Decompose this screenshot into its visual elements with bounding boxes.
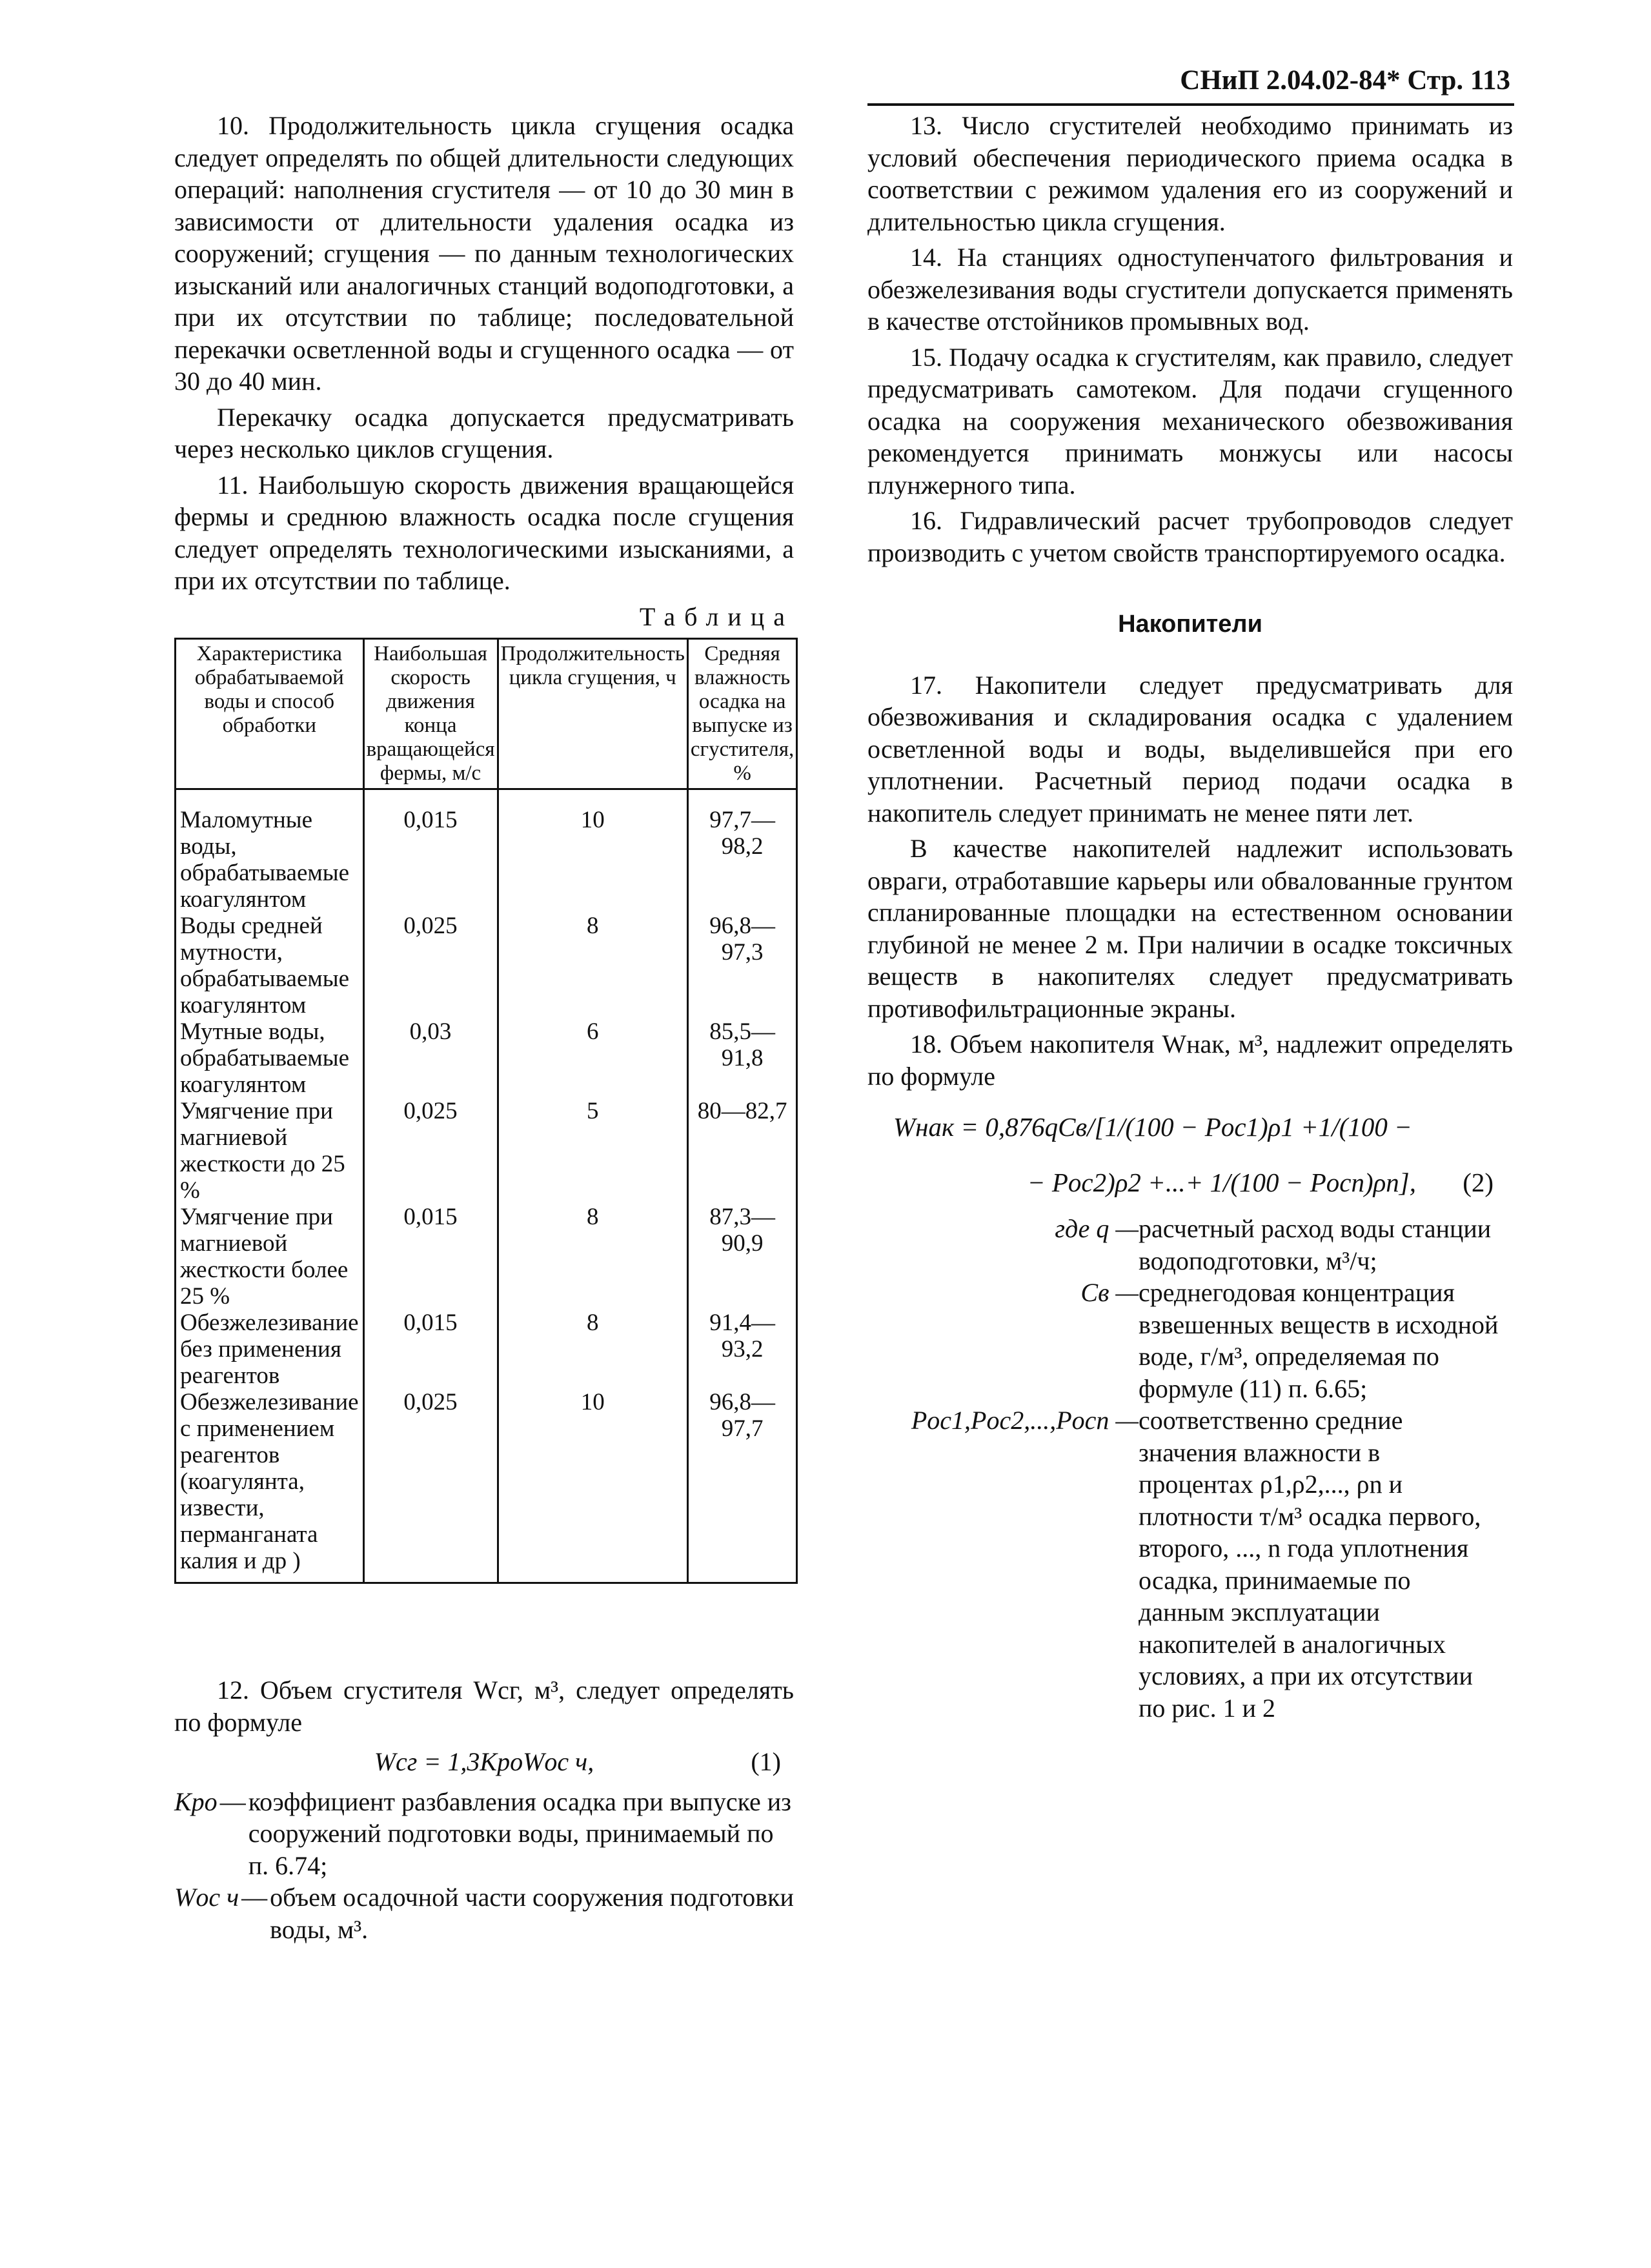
where-label: Pос1,Pос2,...,Pосn — <box>911 1406 1139 1435</box>
table-cell: 0,03 <box>363 1018 498 1098</box>
table-cell: 10 <box>498 1389 687 1583</box>
where-label: Cв — <box>1080 1278 1139 1307</box>
left-column <box>174 110 794 1945</box>
definition-symbol: Wос ч <box>174 1883 239 1912</box>
right-column <box>867 110 1513 1724</box>
table-cell: Воды средней мутности, обрабатываемые коагулянтом <box>176 913 364 1018</box>
formula-2-line-2 <box>867 1167 1513 1199</box>
sludge-table <box>174 638 798 1584</box>
table-cell: 6 <box>498 1018 687 1098</box>
formula-1-number: (1) <box>751 1747 781 1776</box>
table-cell: 91,4—93,2 <box>687 1310 796 1389</box>
table-cell: 0,025 <box>363 1389 498 1583</box>
table-cell: 8 <box>498 1310 687 1389</box>
table-cell: 0,015 <box>363 1204 498 1310</box>
definition-dash: — <box>219 1787 246 1816</box>
definition-dash: — <box>241 1883 268 1912</box>
table-cell: 96,8—97,7 <box>687 1389 796 1583</box>
header-rule <box>867 103 1514 106</box>
paragraph-17-continuation: В качестве накопителей надлежит использовать овраги, отработавшие карьеры или обвалованные грунтом спланированные площадки на естественном основании глубиной не менее 2 м. При наличии в осадке токсичных веществ в накопителях следует предусматривать противофильтрационные экраны. <box>867 834 1513 1023</box>
table-row <box>176 789 797 913</box>
paragraph-17: 17. Накопители следует предусматривать для обезвоживания и складирования осадка с удалением осветленной воды и воды, выделившейся при его уплотнении. Расчетный период подачи осадка в накопитель следует принимать не менее пяти лет. <box>867 670 1513 827</box>
table-cell: 5 <box>498 1098 687 1204</box>
paragraph-14: 14. На станциях одноступенчатого фильтрования и обезжелезивания воды сгустители допускается применять в качестве отстойников промывных вод. <box>867 243 1513 336</box>
table-header-cell: Наибольшая скорость движения конца вращающейся фермы, м/с <box>363 639 498 789</box>
table-caption: Таблица <box>639 602 794 631</box>
table-cell: 87,3—90,9 <box>687 1204 796 1310</box>
where-cv <box>867 1277 1513 1404</box>
paragraph-10-continuation: Перекачку осадка допускается предусматривать через несколько циклов сгущения. <box>174 402 794 463</box>
where-q <box>867 1213 1513 1277</box>
table-cell: Обезжелезивание с применением реагентов (коагулянта, извести, перманганата калия и др ) <box>176 1389 364 1583</box>
table-header-cell: Средняя влажность осадка на выпуске из сгустителя, % <box>687 639 796 789</box>
definition-text: объем осадочной части сооружения подготовки воды, м³. <box>270 1883 794 1944</box>
where-pos <box>867 1404 1513 1724</box>
where-label: где q — <box>1055 1214 1139 1243</box>
table-cell: 96,8—97,3 <box>687 913 796 1018</box>
table-row <box>176 913 797 1018</box>
table-cell: Умягчение при магниевой жесткости до 25 % <box>176 1098 364 1204</box>
where-text: расчетный расход воды станции водоподготовки, м³/ч; <box>1139 1214 1492 1275</box>
table-row <box>176 1310 797 1389</box>
table-header-cell: Продолжительность цикла сгущения, ч <box>498 639 687 789</box>
table-cell: 0,015 <box>363 1310 498 1389</box>
paragraph-12: 12. Объем сгустителя Wсг, м³, следует определять по формуле <box>174 1676 794 1737</box>
definition-symbol: Kро <box>174 1787 218 1816</box>
page-header: СНиП 2.04.02-84* Стр. 113 <box>1180 65 1510 96</box>
paragraph-10: 10. Продолжительность цикла сгущения осадка следует определять по общей длительности следующих операций: наполнения сгустителя — от 10 до 30 мин в зависимости от длительности удаления осадка из сооружений; сгущения — по данным технологических изысканий или аналогичных станций водоподготовки, а при их отсутствии по таблице; последовательной перекачки осветленной воды и сгущенного осадка — от 30 до 40 мин. <box>174 111 794 396</box>
table-cell: 0,015 <box>363 789 498 913</box>
paragraph-13: 13. Число сгустителей необходимо принимать из условий обеспечения периодического приема осадка в соответствии с режимом удаления его из сооружений и длительностью цикла сгущения. <box>867 111 1513 236</box>
paragraph-15: 15. Подачу осадка к сгустителям, как правило, следует предусматривать самотеком. Для подачи сгущенного осадка на сооружения механического обезвоживания рекомендуется принимать монжусы или насосы плунжерного типа. <box>867 342 1513 500</box>
table-cell: 85,5—91,8 <box>687 1018 796 1098</box>
table-row <box>176 1204 797 1310</box>
table-cell: Маломутные воды, обрабатываемые коагулянтом <box>176 789 364 913</box>
formula-2-line-2-text: − Pос2)ρ2 +...+ 1/(100 − Pосn)ρn], <box>1027 1167 1416 1197</box>
formula-2-number: (2) <box>1463 1167 1494 1197</box>
formula-1 <box>174 1746 794 1778</box>
definition-wosch <box>174 1881 794 1945</box>
table-cell: 0,025 <box>363 913 498 1018</box>
table-row <box>176 1018 797 1098</box>
paragraph-16: 16. Гидравлический расчет трубопроводов следует производить с учетом свойств транспортируемого осадка. <box>867 506 1513 567</box>
where-text: соответственно средние значения влажности в процентах ρ1,ρ2,..., ρn и плотности т/м³ осадка первого, второго, ..., n года уплотнения осадка, принимаемые по данным эксплуатации накопителей в аналогичных условиях, а при их отсутствии по рис. 1 и 2 <box>1139 1406 1481 1723</box>
table-header-row <box>176 639 797 789</box>
formula-1-expression: Wсг = 1,3KроWос ч, <box>374 1747 594 1776</box>
section-title: Накопители <box>1118 611 1262 638</box>
table-cell: 10 <box>498 789 687 913</box>
paragraph-11: 11. Наибольшую скорость движения вращающейся фермы и среднюю влажность осадка после сгущения следует определять технологическими изысканиями, а при их отсутствии по таблице. <box>174 470 794 595</box>
formula-2-line-1: Wнак = 0,876qCв/[1/(100 − Pос1)ρ1 +1/(100 − <box>893 1112 1412 1142</box>
table-header-cell: Характеристика обрабатываемой воды и способ обработки <box>176 639 364 789</box>
definition-text: коэффициент разбавления осадка при выпуске из сооружений подготовки воды, принимаемый по п. 6.74; <box>248 1787 791 1880</box>
table-row <box>176 1098 797 1204</box>
table-cell: 80—82,7 <box>687 1098 796 1204</box>
table-row <box>176 1389 797 1583</box>
table-cell: Умягчение при магниевой жесткости более 25 % <box>176 1204 364 1310</box>
table-cell: Обезжелезивание без применения реагентов <box>176 1310 364 1389</box>
where-text: среднегодовая концентрация взвешенных веществ в исходной воде, г/м³, определяемая по формуле (11) п. 6.65; <box>1139 1278 1499 1403</box>
definition-kro <box>174 1786 794 1882</box>
paragraph-18: 18. Объем накопителя Wнак, м³, надлежит определять по формуле <box>867 1029 1513 1091</box>
table-cell: 0,025 <box>363 1098 498 1204</box>
table-cell: 8 <box>498 1204 687 1310</box>
table-cell: 8 <box>498 913 687 1018</box>
table-cell: Мутные воды, обрабатываемые коагулянтом <box>176 1018 364 1098</box>
table-cell: 97,7—98,2 <box>687 789 796 913</box>
